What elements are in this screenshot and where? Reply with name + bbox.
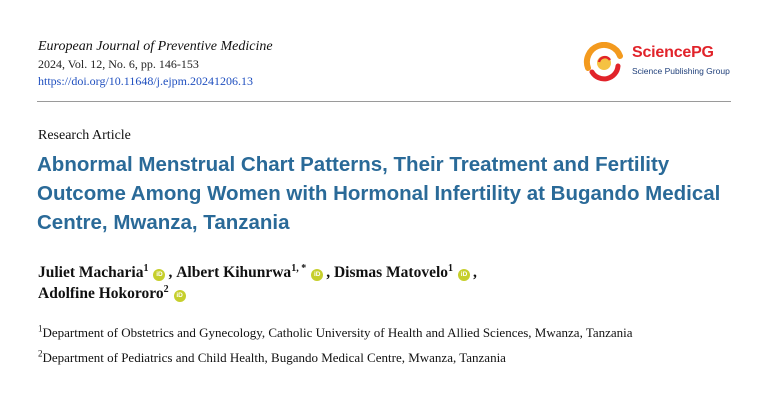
affiliation-item <box>38 320 633 345</box>
doi-link[interactable]: https://doi.org/10.11648/j.ejpm.20241206.13 <box>38 74 254 88</box>
orcid-icon[interactable]: iD <box>153 269 165 281</box>
author-name: Juliet Macharia <box>38 264 144 281</box>
sciencepg-logo-icon <box>582 42 626 82</box>
affiliation-text: Department of Pediatrics and Child Health, Bugando Medical Centre, Mwanza, Tanzania <box>42 350 506 365</box>
author-affiliation-sup: 2 <box>163 283 169 295</box>
article-type: Research Article <box>38 128 131 143</box>
affiliation-list <box>38 320 633 370</box>
author-name: Adolfine Hokororo <box>38 285 164 302</box>
affiliation-item <box>38 345 633 370</box>
publisher-logo[interactable] <box>582 40 742 84</box>
author-name: Dismas Matovelo <box>333 264 449 281</box>
affiliation-text: Department of Obstetrics and Gynecology, Catholic University of Health and Allied Sciences, Mwanza, Tanzania <box>42 325 633 340</box>
journal-header <box>38 38 273 90</box>
orcid-icon[interactable]: iD <box>174 290 186 302</box>
author-separator: , <box>326 264 334 281</box>
author-name: Albert Kihunrwa <box>176 264 292 281</box>
journal-volume-pages: 2024, Vol. 12, No. 6, pp. 146-153 <box>38 57 199 71</box>
author-separator: , <box>473 264 477 281</box>
author-affiliation-sup: 1, * <box>291 262 307 274</box>
author-item <box>334 264 477 281</box>
author-item <box>176 264 334 281</box>
journal-name: European Journal of Preventive Medicine <box>38 39 273 54</box>
affiliation-sup: 2 <box>38 348 43 359</box>
author-affiliation-sup: 1 <box>143 262 149 274</box>
author-affiliation-sup: 1 <box>448 262 454 274</box>
author-item <box>38 285 189 302</box>
publisher-name: SciencePG <box>632 44 714 61</box>
header-divider <box>37 101 731 102</box>
article-title: Abnormal Menstrual Chart Patterns, Their Treatment and Fertility Outcome Among Women with Hormonal Infertility at Bugando Medical Centre, Mwanza, Tanzania <box>37 153 721 234</box>
author-item <box>38 264 176 281</box>
author-separator: , <box>168 264 177 281</box>
author-list <box>38 262 718 304</box>
orcid-icon[interactable]: iD <box>311 269 323 281</box>
orcid-icon[interactable]: iD <box>458 269 470 281</box>
publisher-tagline: Science Publishing Group <box>632 66 730 76</box>
affiliation-sup: 1 <box>38 323 43 334</box>
